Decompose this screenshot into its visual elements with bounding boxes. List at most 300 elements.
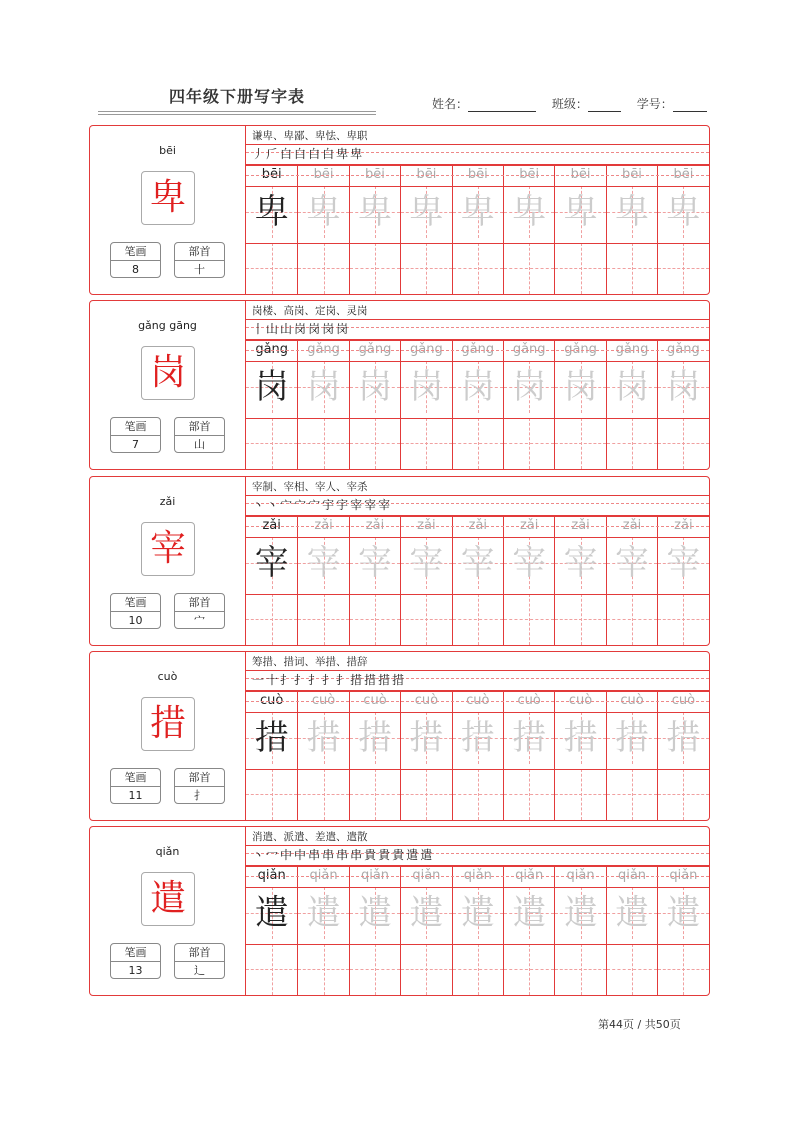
practice-cell[interactable] bbox=[554, 340, 605, 469]
cell-guide bbox=[401, 619, 451, 620]
cell-guide bbox=[504, 794, 554, 795]
cell-pinyin: cuò bbox=[363, 693, 387, 708]
stroke-step: 遣 bbox=[406, 848, 419, 862]
practice-cell[interactable] bbox=[554, 866, 605, 995]
cell-char: 宰 bbox=[357, 543, 392, 583]
stroke-step: 山 bbox=[280, 322, 293, 336]
page-title: 四年级下册写字表 bbox=[168, 87, 305, 106]
cell-char: 岗 bbox=[614, 367, 649, 407]
stroke-step: 宰 bbox=[350, 498, 363, 512]
practice-cell[interactable] bbox=[297, 691, 348, 820]
stroke-step: 串 bbox=[336, 848, 349, 862]
number-blank[interactable] bbox=[673, 99, 707, 112]
char-display: 岗 bbox=[141, 346, 195, 400]
practice-cell[interactable] bbox=[349, 340, 400, 469]
radical-label: 部首 bbox=[175, 243, 224, 261]
stroke-step: 丶 bbox=[252, 498, 265, 512]
practice-cell[interactable] bbox=[246, 165, 297, 294]
class-blank[interactable] bbox=[588, 99, 621, 112]
practice-cell[interactable] bbox=[400, 516, 451, 645]
stroke-step: 貴 bbox=[378, 848, 391, 862]
cell-char: 岗 bbox=[563, 367, 598, 407]
stroke-step: 宇 bbox=[336, 498, 349, 512]
practice-cell[interactable] bbox=[554, 691, 605, 820]
cell-guide bbox=[401, 443, 451, 444]
cell-guide bbox=[298, 969, 348, 970]
stroke-order bbox=[252, 671, 406, 688]
cell-pinyin: zǎi bbox=[468, 518, 487, 533]
page-footer: 第44页 / 共50页 bbox=[598, 1018, 681, 1031]
character-card bbox=[89, 826, 710, 996]
title-rule bbox=[98, 111, 376, 112]
cell-char: 遣 bbox=[460, 893, 495, 933]
cell-guide bbox=[246, 969, 297, 970]
cell-guide bbox=[607, 443, 657, 444]
practice-cell[interactable] bbox=[657, 340, 708, 469]
strokes-box bbox=[110, 417, 161, 453]
strokes-label: 笔画 bbox=[111, 944, 160, 962]
cell-pinyin: gǎng bbox=[461, 342, 495, 357]
cell-guide bbox=[350, 619, 400, 620]
stroke-order bbox=[252, 145, 364, 162]
cell-guide bbox=[504, 443, 554, 444]
strokes-label: 笔画 bbox=[111, 769, 160, 787]
stroke-step: 宀 bbox=[294, 498, 307, 512]
practice-cell[interactable] bbox=[349, 165, 400, 294]
char-pinyin: cuò bbox=[157, 670, 178, 683]
cell-char: 岗 bbox=[460, 367, 495, 407]
row-dash bbox=[246, 350, 709, 351]
cell-pinyin: bēi bbox=[365, 167, 385, 182]
practice-cell[interactable] bbox=[400, 340, 451, 469]
practice-cell[interactable] bbox=[554, 165, 605, 294]
row-dash bbox=[246, 701, 709, 702]
practice-cell[interactable] bbox=[606, 165, 657, 294]
cell-char: 遣 bbox=[512, 893, 547, 933]
practice-cell[interactable] bbox=[400, 165, 451, 294]
cell-guide bbox=[555, 443, 605, 444]
cell-char: 宰 bbox=[666, 543, 701, 583]
stroke-step: 岗 bbox=[322, 322, 335, 336]
cell-char: 措 bbox=[563, 718, 598, 758]
practice-grid bbox=[246, 866, 709, 995]
cell-pinyin: bēi bbox=[673, 167, 694, 182]
practice-cell[interactable] bbox=[246, 516, 297, 645]
stroke-step: 宰 bbox=[364, 498, 377, 512]
title-rule-2 bbox=[98, 114, 376, 115]
strokes-label: 笔画 bbox=[111, 243, 160, 261]
cell-pinyin: zǎi bbox=[674, 518, 693, 533]
name-blank[interactable] bbox=[468, 99, 536, 112]
stroke-order bbox=[252, 846, 434, 863]
row-rule bbox=[246, 866, 709, 867]
practice-cell[interactable] bbox=[503, 691, 554, 820]
cell-pinyin: bēi bbox=[313, 167, 334, 182]
cell-pinyin: qiǎn bbox=[566, 868, 595, 883]
strokes-value: 11 bbox=[128, 789, 143, 802]
stroke-step: 白 bbox=[322, 147, 335, 161]
practice-cell[interactable] bbox=[606, 516, 657, 645]
radical-value: 扌 bbox=[194, 789, 205, 802]
practice-cell[interactable] bbox=[452, 516, 503, 645]
cell-pinyin: cuò bbox=[466, 693, 490, 708]
stroke-step: 岗 bbox=[308, 322, 321, 336]
cell-guide bbox=[658, 969, 708, 970]
cell-guide bbox=[350, 268, 400, 269]
cell-pinyin: cuò bbox=[311, 693, 336, 708]
cell-char: 措 bbox=[460, 718, 495, 758]
stroke-step: 中 bbox=[294, 848, 307, 862]
stroke-step: 扌 bbox=[280, 673, 293, 687]
stroke-step: 措 bbox=[350, 673, 363, 687]
practice-grid bbox=[246, 516, 709, 645]
number-label: 学号： bbox=[636, 97, 673, 111]
cell-char: 措 bbox=[409, 718, 444, 758]
cell-pinyin: gǎng bbox=[512, 342, 546, 357]
row-rule bbox=[246, 594, 709, 595]
cell-char: 宰 bbox=[409, 543, 444, 583]
cell-char: 宰 bbox=[254, 543, 289, 583]
stroke-step: 中 bbox=[280, 848, 293, 862]
cell-pinyin: bēi bbox=[261, 167, 282, 182]
stroke-order bbox=[252, 496, 392, 513]
strokes-box bbox=[110, 943, 161, 979]
radical-box bbox=[174, 943, 225, 979]
practice-cell[interactable] bbox=[452, 691, 503, 820]
cell-guide bbox=[555, 794, 605, 795]
cell-char: 卑 bbox=[409, 192, 444, 232]
cell-guide bbox=[246, 619, 297, 620]
cell-guide bbox=[658, 268, 708, 269]
cell-guide bbox=[350, 969, 400, 970]
cell-guide bbox=[658, 443, 708, 444]
practice-cell[interactable] bbox=[606, 340, 657, 469]
radical-value: 宀 bbox=[194, 614, 205, 627]
stroke-step: 宀 bbox=[308, 498, 321, 512]
practice-area bbox=[246, 126, 709, 294]
cell-char: 遣 bbox=[563, 893, 598, 933]
practice-grid bbox=[246, 691, 709, 820]
row-rule bbox=[246, 516, 709, 517]
cell-guide bbox=[246, 268, 297, 269]
row-rule bbox=[246, 243, 709, 244]
practice-cell[interactable] bbox=[246, 691, 297, 820]
stroke-step: 丨 bbox=[252, 322, 265, 336]
student-info bbox=[432, 95, 707, 112]
row-rule bbox=[246, 537, 709, 538]
cell-char: 措 bbox=[512, 718, 547, 758]
strokes-box bbox=[110, 242, 161, 278]
practice-cell[interactable] bbox=[657, 516, 708, 645]
practice-cell[interactable] bbox=[452, 340, 503, 469]
practice-cell[interactable] bbox=[503, 165, 554, 294]
practice-cell[interactable] bbox=[400, 691, 451, 820]
practice-cell[interactable] bbox=[349, 691, 400, 820]
cell-pinyin: zǎi bbox=[519, 518, 539, 533]
practice-cell[interactable] bbox=[246, 340, 297, 469]
cell-pinyin: bēi bbox=[416, 167, 437, 182]
stroke-step: 扌 bbox=[294, 673, 307, 687]
card-info-panel bbox=[90, 477, 246, 645]
cell-guide bbox=[504, 969, 554, 970]
cell-char: 宰 bbox=[306, 543, 341, 583]
practice-area bbox=[246, 301, 709, 469]
char-pinyin: zǎi bbox=[159, 495, 176, 508]
cell-guide bbox=[350, 794, 400, 795]
cell-char: 措 bbox=[357, 718, 392, 758]
cell-char: 卑 bbox=[614, 192, 649, 232]
cell-char: 岗 bbox=[666, 367, 701, 407]
stroke-step: 卑 bbox=[336, 147, 349, 161]
stroke-step: 白 bbox=[280, 147, 293, 161]
cell-char: 措 bbox=[254, 718, 289, 758]
cell-guide bbox=[555, 268, 605, 269]
cell-char: 遣 bbox=[614, 893, 649, 933]
cell-pinyin: qiǎn bbox=[257, 868, 286, 883]
cell-char: 遣 bbox=[666, 893, 701, 933]
cell-pinyin: gǎng bbox=[615, 342, 649, 357]
stroke-step: 白 bbox=[308, 147, 321, 161]
name-label: 姓名： bbox=[432, 97, 469, 111]
example-words: 谦卑、卑鄙、卑怯、卑职 bbox=[252, 130, 368, 142]
card-info-panel bbox=[90, 301, 246, 469]
cell-guide bbox=[658, 619, 708, 620]
row-dash bbox=[246, 175, 709, 176]
practice-cell[interactable] bbox=[606, 866, 657, 995]
stroke-step: 措 bbox=[364, 673, 377, 687]
cell-guide bbox=[453, 969, 503, 970]
cell-guide bbox=[298, 619, 348, 620]
stroke-step: 措 bbox=[378, 673, 391, 687]
cell-guide bbox=[246, 443, 297, 444]
char-display: 宰 bbox=[141, 522, 195, 576]
cell-guide bbox=[607, 619, 657, 620]
row-rule bbox=[246, 361, 709, 362]
cell-guide bbox=[453, 794, 503, 795]
practice-cell[interactable] bbox=[349, 516, 400, 645]
cell-guide bbox=[401, 794, 451, 795]
char-pinyin: qiǎn bbox=[155, 845, 180, 858]
stroke-step: 卑 bbox=[350, 147, 363, 161]
example-words: 筹措、措词、举措、措辞 bbox=[252, 656, 368, 668]
strokes-value: 13 bbox=[128, 964, 143, 977]
stroke-step: 扌 bbox=[336, 673, 349, 687]
cell-guide bbox=[658, 794, 708, 795]
char-pinyin: bēi bbox=[159, 144, 176, 157]
practice-cell[interactable] bbox=[297, 340, 348, 469]
char-display: 卑 bbox=[141, 171, 195, 225]
practice-cell[interactable] bbox=[657, 866, 708, 995]
cell-char: 岗 bbox=[254, 367, 289, 407]
cell-pinyin: zǎi bbox=[314, 518, 333, 533]
example-words: 宰制、宰相、宰人、宰杀 bbox=[252, 481, 368, 493]
example-words: 消遣、派遣、差遣、遣散 bbox=[252, 831, 368, 843]
cell-guide bbox=[453, 619, 503, 620]
character-card bbox=[89, 476, 710, 646]
radical-label: 部首 bbox=[175, 944, 224, 962]
strokes-label: 笔画 bbox=[111, 418, 160, 436]
practice-cell[interactable] bbox=[606, 691, 657, 820]
row-rule bbox=[246, 340, 709, 341]
cell-pinyin: qiǎn bbox=[617, 868, 647, 883]
radical-label: 部首 bbox=[175, 418, 224, 436]
practice-cell[interactable] bbox=[503, 340, 554, 469]
cell-guide bbox=[246, 794, 297, 795]
radical-value: 辶 bbox=[194, 964, 205, 977]
radical-value: 山 bbox=[194, 438, 205, 451]
stroke-step: 串 bbox=[322, 848, 335, 862]
practice-grid bbox=[246, 165, 709, 294]
cell-char: 措 bbox=[614, 718, 649, 758]
stroke-step: 山 bbox=[266, 322, 279, 336]
cell-pinyin: gǎng bbox=[358, 342, 392, 357]
character-card bbox=[89, 300, 710, 470]
cell-guide bbox=[555, 969, 605, 970]
cell-char: 岗 bbox=[409, 367, 444, 407]
radical-value: 十 bbox=[194, 263, 205, 276]
row-rule bbox=[246, 165, 709, 166]
stroke-step: 丶 bbox=[266, 498, 279, 512]
practice-cell[interactable] bbox=[503, 866, 554, 995]
cell-char: 遣 bbox=[409, 893, 444, 933]
cell-pinyin: gǎng bbox=[564, 342, 597, 357]
stroke-step: 措 bbox=[392, 673, 405, 687]
practice-cell[interactable] bbox=[503, 516, 554, 645]
class-label: 班级： bbox=[551, 97, 588, 111]
stroke-step: 串 bbox=[350, 848, 363, 862]
stroke-step: 扌 bbox=[322, 673, 335, 687]
practice-cell[interactable] bbox=[400, 866, 451, 995]
card-info-panel bbox=[90, 652, 246, 820]
practice-cell[interactable] bbox=[297, 165, 348, 294]
cell-pinyin: qiǎn bbox=[412, 868, 441, 883]
cell-guide bbox=[555, 619, 605, 620]
stroke-step: 丶 bbox=[252, 848, 265, 862]
stroke-step: 貴 bbox=[392, 848, 405, 862]
strokes-value: 8 bbox=[132, 263, 139, 276]
stroke-step: 冖 bbox=[266, 848, 279, 862]
cell-pinyin: bēi bbox=[519, 167, 540, 182]
card-info-panel bbox=[90, 126, 246, 294]
cell-char: 遣 bbox=[357, 893, 392, 933]
stroke-step: 十 bbox=[266, 673, 279, 687]
cell-guide bbox=[298, 268, 348, 269]
cell-char: 卑 bbox=[666, 192, 701, 232]
radical-label: 部首 bbox=[175, 769, 224, 787]
practice-area bbox=[246, 652, 709, 820]
practice-cell[interactable] bbox=[554, 516, 605, 645]
cell-pinyin: cuò bbox=[260, 693, 284, 708]
stroke-step: 岗 bbox=[294, 322, 307, 336]
strokes-box bbox=[110, 593, 161, 629]
practice-grid bbox=[246, 340, 709, 469]
cell-guide bbox=[401, 969, 451, 970]
cell-char: 卑 bbox=[512, 192, 547, 232]
cell-guide bbox=[453, 443, 503, 444]
row-rule bbox=[246, 944, 709, 945]
cell-char: 岗 bbox=[357, 367, 392, 407]
example-words: 岗楼、高岗、定岗、灵岗 bbox=[252, 305, 368, 317]
cell-guide bbox=[504, 619, 554, 620]
row-rule bbox=[246, 186, 709, 187]
cell-char: 遣 bbox=[306, 893, 341, 933]
title-block bbox=[98, 84, 376, 115]
cell-char: 卑 bbox=[306, 192, 341, 232]
char-display: 遣 bbox=[141, 872, 195, 926]
practice-cell[interactable] bbox=[297, 866, 348, 995]
row-rule bbox=[246, 887, 709, 888]
practice-cell[interactable] bbox=[246, 866, 297, 995]
practice-cell[interactable] bbox=[452, 866, 503, 995]
cell-char: 宰 bbox=[512, 543, 547, 583]
cell-char: 措 bbox=[306, 718, 341, 758]
row-rule bbox=[246, 712, 709, 713]
practice-cell[interactable] bbox=[349, 866, 400, 995]
cell-pinyin: zǎi bbox=[622, 518, 642, 533]
cell-char: 卑 bbox=[254, 192, 289, 232]
practice-cell[interactable] bbox=[657, 165, 708, 294]
radical-box bbox=[174, 242, 225, 278]
row-rule bbox=[246, 418, 709, 419]
cell-pinyin: gǎng bbox=[667, 342, 700, 357]
stroke-step: 宇 bbox=[322, 498, 335, 512]
practice-cell[interactable] bbox=[297, 516, 348, 645]
cell-pinyin: gǎng bbox=[255, 342, 289, 357]
char-display: 措 bbox=[141, 697, 195, 751]
cell-pinyin: qiǎn bbox=[515, 868, 544, 883]
cell-char: 宰 bbox=[460, 543, 495, 583]
stroke-step: 白 bbox=[294, 147, 307, 161]
cell-pinyin: gǎng bbox=[410, 342, 443, 357]
cell-guide bbox=[607, 268, 657, 269]
cell-char: 卑 bbox=[460, 192, 495, 232]
cell-guide bbox=[401, 268, 451, 269]
cell-pinyin: cuò bbox=[568, 693, 593, 708]
practice-cell[interactable] bbox=[452, 165, 503, 294]
radical-box bbox=[174, 417, 225, 453]
row-dash bbox=[246, 526, 709, 527]
practice-cell[interactable] bbox=[657, 691, 708, 820]
stroke-step: 宰 bbox=[378, 498, 391, 512]
stroke-order bbox=[252, 320, 350, 337]
cell-pinyin: cuò bbox=[620, 693, 644, 708]
practice-area bbox=[246, 477, 709, 645]
cell-guide bbox=[607, 969, 657, 970]
cell-guide bbox=[504, 268, 554, 269]
cell-pinyin: cuò bbox=[414, 693, 439, 708]
stroke-step: 一 bbox=[252, 673, 265, 687]
cell-pinyin: zǎi bbox=[417, 518, 436, 533]
cell-pinyin: bēi bbox=[622, 167, 642, 182]
cell-pinyin: zǎi bbox=[365, 518, 385, 533]
cell-char: 宰 bbox=[563, 543, 598, 583]
cell-guide bbox=[298, 443, 348, 444]
cell-char: 遣 bbox=[254, 893, 289, 933]
cell-char: 卑 bbox=[357, 192, 392, 232]
cell-char: 措 bbox=[666, 718, 701, 758]
row-rule bbox=[246, 769, 709, 770]
row-dash bbox=[246, 876, 709, 877]
char-pinyin: gǎng gāng bbox=[138, 319, 197, 332]
stroke-step: 串 bbox=[308, 848, 321, 862]
strokes-value: 7 bbox=[132, 438, 139, 451]
practice-area bbox=[246, 827, 709, 995]
stroke-step: 扌 bbox=[308, 673, 321, 687]
stroke-step: 貴 bbox=[364, 848, 377, 862]
strokes-label: 笔画 bbox=[111, 594, 160, 612]
cell-guide bbox=[607, 794, 657, 795]
cell-guide bbox=[453, 268, 503, 269]
